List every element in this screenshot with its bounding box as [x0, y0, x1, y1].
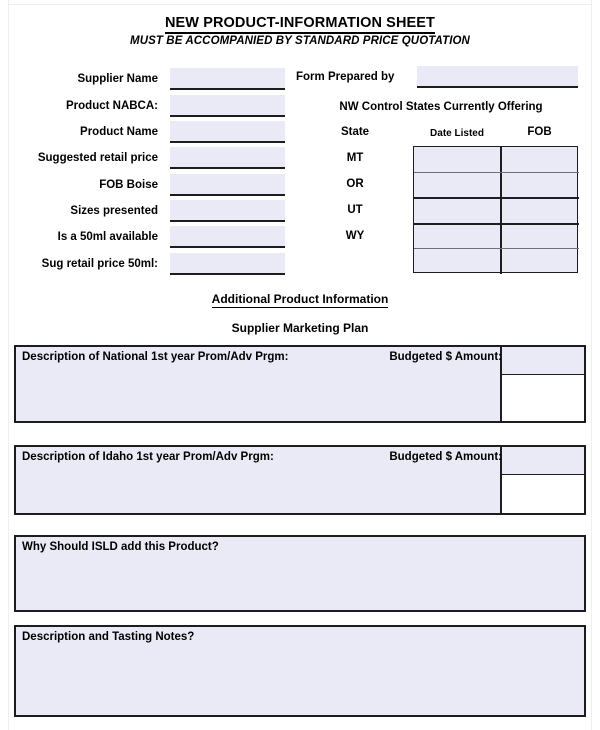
field-label-50ml-available: Is a 50ml available: [57, 231, 158, 243]
box-label-why-add-product: Why Should ISLD add this Product?: [22, 541, 219, 553]
field-label-form-prepared-by: Form Prepared by: [296, 71, 395, 83]
box-why-add-product: [14, 535, 586, 612]
table-cell-fob-wy[interactable]: [502, 225, 578, 248]
textarea-national-promo[interactable]: [16, 371, 500, 421]
column-header-fob: FOB: [527, 126, 552, 138]
section-heading-supplier-marketing-plan: Supplier Marketing Plan: [231, 321, 369, 335]
field-label-product-name: Product Name: [80, 126, 158, 138]
section-heading-additional-product-information: [0, 292, 600, 306]
label-idaho-budget: Budgeted $ Amount:: [389, 451, 502, 463]
state-label-mt: MT: [346, 152, 364, 164]
field-input-product-name[interactable]: [170, 121, 285, 143]
field-input-sug-retail-price-50ml[interactable]: [170, 253, 285, 275]
table-cell-fob-or[interactable]: [502, 173, 578, 197]
field-label-fob-boise: FOB Boise: [99, 179, 158, 191]
box-idaho-promo: [14, 445, 586, 515]
field-label-sizes-presented: Sizes presented: [70, 205, 158, 217]
table-cell-date-or[interactable]: [414, 173, 500, 197]
box-tasting-notes: [14, 625, 586, 717]
textarea-why-add-product[interactable]: [16, 561, 584, 610]
table-cell-date-blank[interactable]: [414, 249, 500, 272]
table-cell-date-ut[interactable]: [414, 199, 500, 223]
field-label-supplier-name: Supplier Name: [77, 73, 158, 85]
input-national-budget-amount[interactable]: [502, 347, 585, 375]
textarea-tasting-notes[interactable]: [16, 651, 584, 715]
field-input-form-prepared-by[interactable]: [417, 66, 578, 88]
page-subtitle: MUST BE ACCOMPANIED BY STANDARD PRICE QUOTATION: [130, 35, 470, 47]
label-national-budget: Budgeted $ Amount:: [389, 351, 502, 363]
column-header-state: State: [340, 126, 370, 138]
state-label-or: OR: [346, 178, 364, 190]
column-header-date-listed: Date Listed: [430, 128, 484, 139]
input-idaho-budget-amount[interactable]: [502, 447, 585, 475]
states-table: [413, 146, 578, 273]
page-title-text: NEW PRODUCT-INFORMATION SHEET: [165, 15, 435, 34]
page-title: [0, 15, 600, 31]
textarea-idaho-promo[interactable]: [16, 471, 500, 513]
table-cell-date-wy[interactable]: [414, 225, 500, 248]
box-label-national-promo: Description of National 1st year Prom/Adv Prgm:: [22, 351, 289, 363]
field-label-sug-retail-price-50ml: Sug retail price 50ml:: [41, 258, 158, 270]
field-input-supplier-name[interactable]: [170, 68, 285, 90]
page-edge-top: [8, 4, 592, 5]
field-input-fob-boise[interactable]: [170, 174, 285, 196]
table-cell-fob-blank[interactable]: [502, 249, 578, 272]
box-label-tasting-notes: Description and Tasting Notes?: [22, 631, 195, 643]
table-cell-date-mt[interactable]: [414, 147, 500, 172]
table-cell-fob-mt[interactable]: [502, 147, 578, 172]
box-national-promo: [14, 345, 586, 423]
field-input-suggested-retail-price[interactable]: [170, 147, 285, 169]
table-cell-fob-ut[interactable]: [502, 199, 578, 223]
field-label-suggested-retail-price: Suggested retail price: [37, 152, 158, 164]
field-input-sizes-presented[interactable]: [170, 200, 285, 222]
state-label-ut: UT: [347, 204, 363, 216]
states-section-heading: NW Control States Currently Offering: [339, 101, 543, 113]
field-input-product-nabca[interactable]: [170, 95, 285, 117]
field-input-50ml-available[interactable]: [170, 226, 285, 248]
field-label-product-nabca: Product NABCA:: [66, 100, 158, 112]
state-label-wy: WY: [345, 230, 365, 242]
page-edge-right: [591, 0, 592, 730]
section-heading-additional-text: Additional Product Information: [211, 292, 389, 306]
box-label-idaho-promo: Description of Idaho 1st year Prom/Adv Prgm:: [22, 451, 274, 463]
